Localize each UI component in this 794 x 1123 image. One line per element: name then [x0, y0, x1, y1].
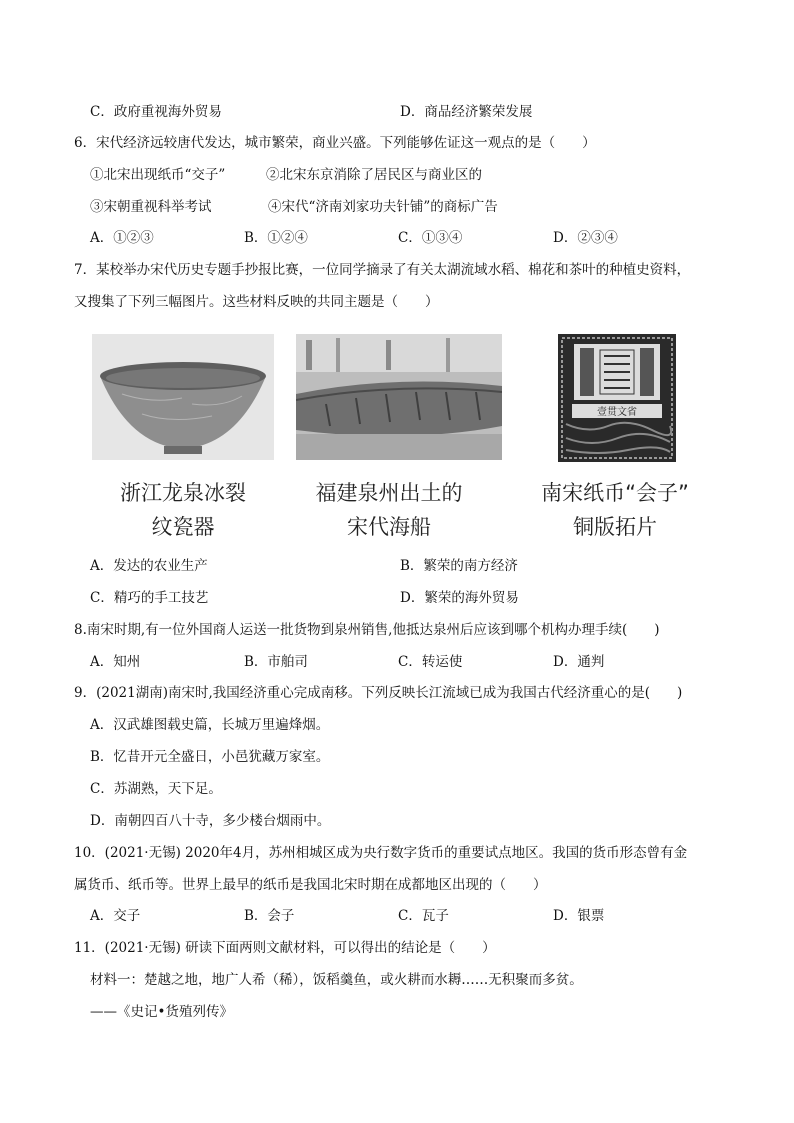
q10-option-a: A．交子	[90, 908, 141, 924]
q10-option-b: B．会子	[244, 908, 295, 924]
q8-stem: 8.南宋时期,有一位外国商人运送一批货物到泉州销售,他抵达泉州后应该到哪个机构办理手续( )	[74, 622, 660, 638]
q6-item-3: ③宋朝重视科举考试	[90, 199, 212, 215]
caption-quanzhou	[286, 476, 492, 544]
q6-item-1: ①北宋出现纸币“交子”	[90, 167, 226, 183]
q6-option-b: B．①②④	[244, 230, 308, 246]
q10-stem-line1: 10．(2021·无锡) 2020年4月，苏州相城区成为央行数字货币的重要试点地区。我国的货币形态曾有金	[74, 845, 688, 861]
q6-item-4: ④宋代“济南刘家功夫针铺”的商标广告	[268, 199, 498, 215]
caption-longquan-line2: 纹瓷器	[151, 515, 215, 539]
q7-stem-line1: 7．某校举办宋代历史专题手抄报比赛，一位同学摘录了有关太湖流域水稻、棉花和茶叶的种植史资料，	[74, 262, 691, 278]
caption-quanzhou-line1: 福建泉州出土的	[315, 481, 463, 505]
q9-stem: 9．(2021湖南)南宋时,我国经济重心完成南移。下列反映长江流域已成为我国古代经济重心的是( )	[74, 685, 683, 701]
q7-option-c: C．精巧的手工技艺	[90, 590, 209, 606]
q5-option-d: D．商品经济繁荣发展	[400, 104, 533, 120]
q10-option-d: D．银票	[553, 908, 605, 924]
caption-huizi-line1: 南宋纸币“会子”	[541, 481, 689, 505]
q6-option-c: C．①③④	[398, 230, 463, 246]
figure-huizi-banknote	[558, 334, 676, 462]
q11-material-1: 材料一：楚越之地，地广人希（稀），饭稻羹鱼，或火耕而水耨……无积聚而多贫。	[90, 972, 583, 988]
q9-option-d: D．南朝四百八十寺，多少楼台烟雨中。	[90, 813, 331, 829]
q6-stem: 6．宋代经济远较唐代发达，城市繁荣，商业兴盛。下列能够佐证这一观点的是（ ）	[74, 135, 596, 151]
q10-stem-line2: 属货币、纸币等。世界上最早的纸币是我国北宋时期在成都地区出现的（ ）	[74, 877, 547, 893]
q8-option-a: A．知州	[90, 654, 141, 670]
caption-quanzhou-line2: 宋代海船	[347, 515, 431, 539]
q11-source-1: ——《史记•货殖列传》	[90, 1004, 233, 1020]
caption-longquan-line1: 浙江龙泉冰裂	[120, 481, 246, 505]
caption-huizi-line2: 铜版拓片	[573, 515, 657, 539]
q5-option-c: C．政府重视海外贸易	[90, 104, 222, 120]
q6-option-d: D．②③④	[553, 230, 618, 246]
q8-option-c: C．转运使	[398, 654, 463, 670]
caption-huizi	[510, 476, 720, 544]
figure-quanzhou-ship	[296, 334, 502, 460]
q9-option-b: B．忆昔开元全盛日，小邑犹藏万家室。	[90, 749, 330, 765]
caption-longquan	[80, 476, 286, 544]
q6-item-2: ②北宋东京消除了居民区与商业区的	[266, 167, 482, 183]
q7-option-a: A．发达的农业生产	[90, 558, 208, 574]
q8-option-b: B．市舶司	[244, 654, 308, 670]
q11-stem: 11．(2021·无锡) 研读下面两则文献材料，可以得出的结论是（ ）	[74, 940, 496, 956]
q7-option-d: D．繁荣的海外贸易	[400, 590, 519, 606]
q8-option-d: D．通判	[553, 654, 605, 670]
figure-longquan-bowl	[92, 334, 274, 460]
q7-option-b: B．繁荣的南方经济	[400, 558, 518, 574]
q10-option-c: C．瓦子	[398, 908, 449, 924]
banknote-inscription: 壹贯文省	[597, 407, 637, 418]
q9-option-c: C．苏湖熟，天下足。	[90, 781, 222, 797]
q7-stem-line2: 又搜集了下列三幅图片。这些材料反映的共同主题是（ ）	[74, 294, 439, 310]
q9-option-a: A．汉武雄图载史篇，长城万里遍烽烟。	[90, 717, 330, 733]
q6-option-a: A．①②③	[90, 230, 154, 246]
